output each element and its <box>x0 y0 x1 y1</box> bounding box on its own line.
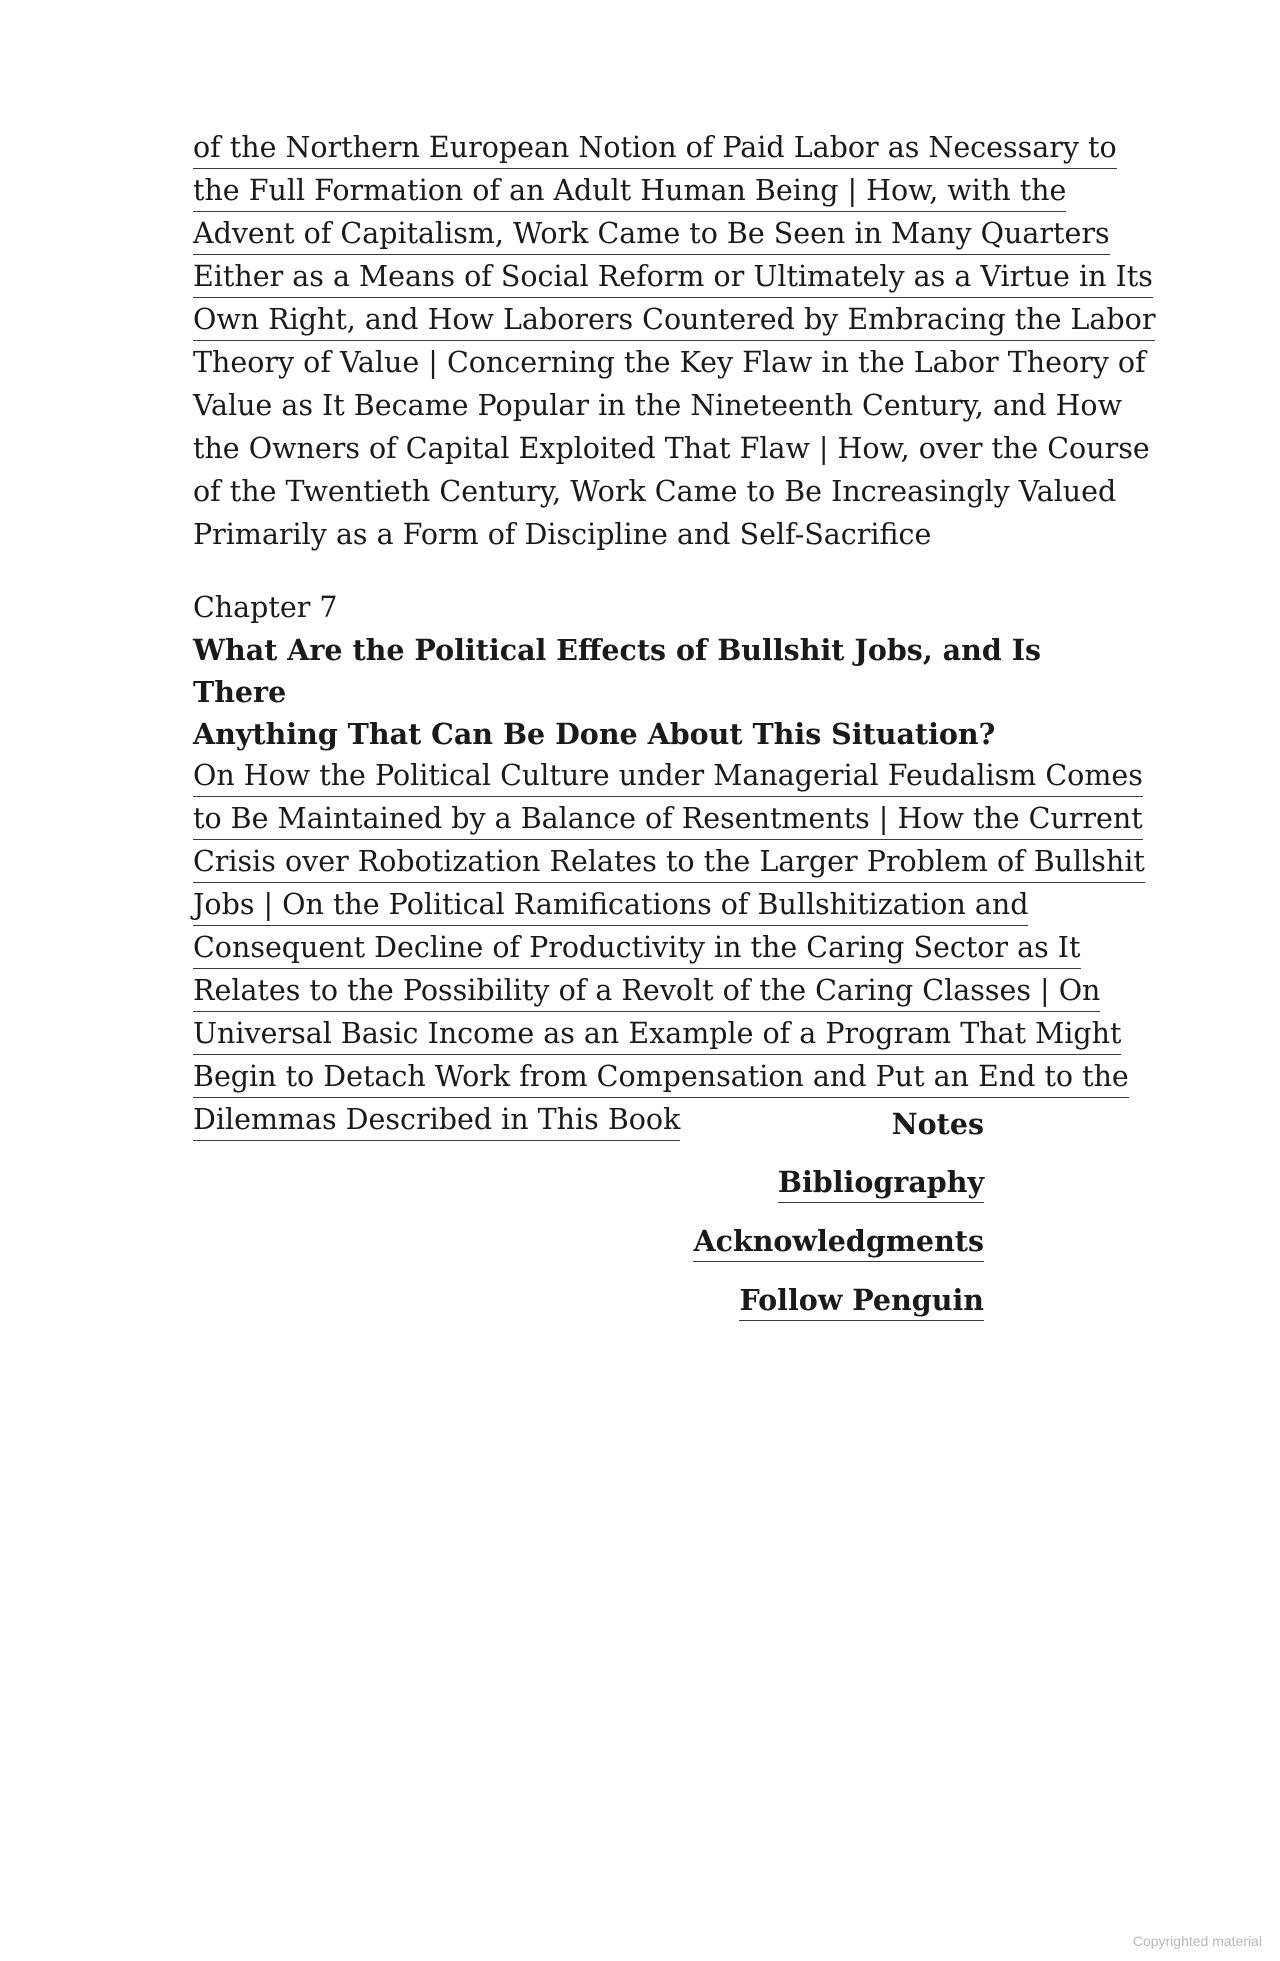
toc-link-line[interactable]: of the Northern European Notion of Paid Labor as Necessary to <box>193 129 1117 169</box>
toc-link-line[interactable]: Consequent Decline of Productivity in the Caring Sector as It <box>193 929 1081 969</box>
toc-page <box>193 127 1156 1142</box>
notes-link[interactable] <box>693 1105 984 1144</box>
toc-link-line[interactable]: Universal Basic Income as an Example of a Program That Might <box>193 1015 1121 1055</box>
toc-link-line[interactable]: the Full Formation of an Adult Human Being | How, with the <box>193 172 1066 212</box>
chapter-title[interactable]: Anything That Can Be Done About This Situation? <box>193 717 996 751</box>
chapter-6-summary <box>193 127 1156 557</box>
toc-link-line[interactable]: Dilemmas Described in This Book <box>193 1101 680 1141</box>
toc-link-line[interactable]: Crisis over Robotization Relates to the Larger Problem of Bullshit <box>193 843 1145 883</box>
toc-link-line[interactable]: On How the Political Culture under Managerial Feudalism Comes <box>193 757 1143 797</box>
copyright-watermark: Copyrighted material <box>1132 1933 1262 1949</box>
toc-link-line[interactable]: Either as a Means of Social Reform or Ultimately as a Virtue in Its <box>193 258 1153 298</box>
toc-link-line[interactable]: Own Right, and How Laborers Countered by Embracing the Labor <box>193 301 1155 341</box>
toc-text-line: Value as It Became Popular in the Nineteenth Century, and How <box>193 389 1122 422</box>
bibliography-label: Bibliography <box>778 1163 984 1203</box>
toc-link-line[interactable]: Begin to Detach Work from Compensation and Put an End to the <box>193 1058 1129 1098</box>
chapter-label: Chapter 7 <box>193 591 338 624</box>
chapter-title[interactable]: What Are the Political Effects of Bullshit Jobs, and Is There <box>193 633 1042 709</box>
acknowledgments-label: Acknowledgments <box>693 1222 984 1262</box>
toc-text-line: the Owners of Capital Exploited That Flaw | How, over the Course <box>193 432 1150 465</box>
acknowledgments-link[interactable] <box>693 1222 984 1262</box>
toc-text-line: Primarily as a Form of Discipline and Self-Sacrifice <box>193 518 932 551</box>
toc-link-line[interactable]: to Be Maintained by a Balance of Resentments | How the Current <box>193 800 1143 840</box>
chapter-7-entry <box>193 587 1143 1142</box>
end-matter-links <box>693 1105 984 1340</box>
follow-penguin-link[interactable] <box>693 1281 984 1321</box>
toc-text-line: of the Twentieth Century, Work Came to Be Increasingly Valued <box>193 475 1117 508</box>
chapter-7-summary <box>193 755 1143 1142</box>
follow-penguin-label: Follow Penguin <box>739 1281 984 1321</box>
notes-label: Notes <box>891 1107 984 1141</box>
toc-text-line: Theory of Value | Concerning the Key Flaw in the Labor Theory of <box>193 346 1146 379</box>
bibliography-link[interactable] <box>693 1163 984 1203</box>
toc-link-line[interactable]: Jobs | On the Political Ramifications of Bullshitization and <box>193 886 1028 926</box>
toc-link-line[interactable]: Advent of Capitalism, Work Came to Be Seen in Many Quarters <box>193 215 1110 255</box>
toc-link-line[interactable]: Relates to the Possibility of a Revolt of the Caring Classes | On <box>193 972 1100 1012</box>
